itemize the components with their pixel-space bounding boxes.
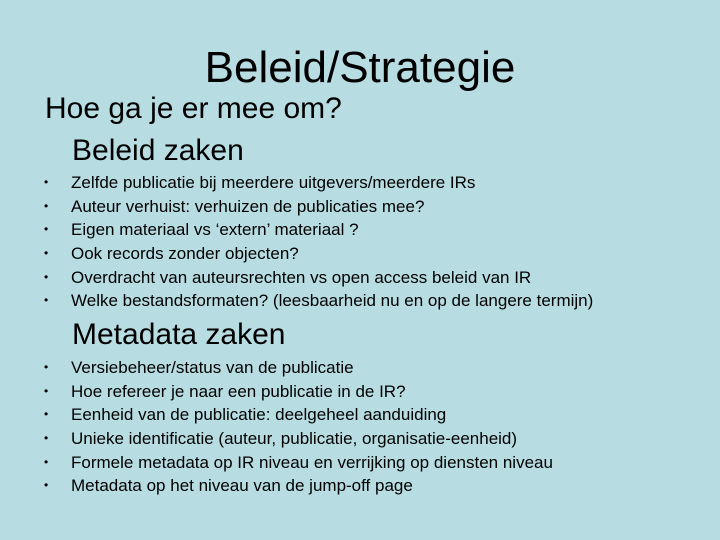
list-item-text: Metadata op het niveau van de jump-off page (71, 476, 413, 496)
bullet-icon: • (44, 478, 49, 493)
list-item-text: Unieke identificatie (auteur, publicatie, organisatie-eenheid) (71, 429, 518, 449)
list-item-text: Overdracht van auteursrechten vs open access beleid van IR (71, 267, 532, 287)
slide-title-text: Beleid/Strategie (204, 43, 516, 92)
section-heading-beleid: Beleid zaken (72, 134, 244, 167)
bullet-icon: • (44, 383, 49, 398)
slide-title (0, 42, 720, 94)
list-item-text: Eenheid van de publicatie: deelgeheel aanduiding (71, 405, 447, 425)
bullet-icon: • (44, 431, 49, 446)
bullet-icon: • (44, 360, 49, 374)
bullet-icon: • (44, 175, 49, 189)
slide-subtitle: Hoe ga je er mee om? (45, 92, 342, 125)
list-item-text: Hoe refereer je naar een publicatie in de IR? (71, 381, 406, 401)
list-item-text: Formele metadata op IR niveau en verrijking op diensten niveau (71, 452, 553, 472)
list-item-text: Eigen materiaal vs ‘extern’ materiaal ? (71, 220, 359, 240)
bullet-icon: • (44, 293, 49, 308)
bullet-icon: • (44, 222, 49, 237)
list-item-text: Welke bestandsformaten? (leesbaarheid nu en op de langere termijn) (71, 291, 594, 311)
list-item-text: Ook records zonder objecten? (71, 244, 299, 264)
bullet-icon: • (44, 407, 49, 422)
section-heading-metadata: Metadata zaken (72, 318, 286, 351)
bullet-icon: • (44, 269, 49, 284)
list-item-text: Versiebeheer/status van de publicatie (71, 358, 354, 377)
list-item-text: Auteur verhuist: verhuizen de publicaties mee? (71, 196, 425, 216)
bullet-icon: • (44, 198, 49, 213)
bullet-icon: • (44, 246, 49, 261)
list-item-text: Zelfde publicatie bij meerdere uitgevers/meerdere IRs (71, 173, 476, 192)
bullet-icon: • (44, 454, 49, 469)
